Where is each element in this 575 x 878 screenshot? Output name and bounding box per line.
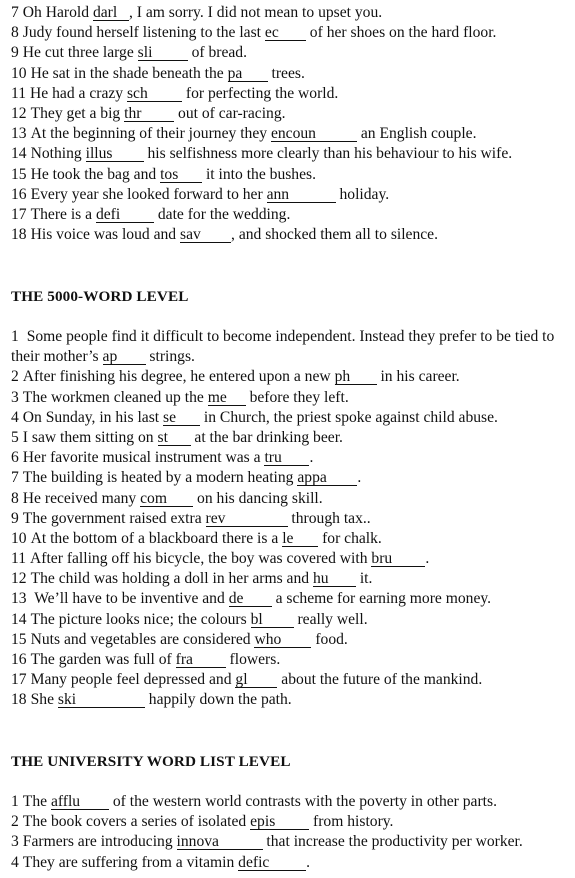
item-number: 16 bbox=[11, 651, 27, 669]
fill-in-blank[interactable]: sli bbox=[138, 45, 188, 61]
section-heading-5000: THE 5000-WORD LEVEL bbox=[11, 288, 189, 305]
item-number: 6 bbox=[11, 449, 19, 467]
item-number: 14 bbox=[11, 610, 27, 628]
exercise-item bbox=[11, 650, 571, 670]
item-number: 11 bbox=[11, 84, 27, 102]
item-text-after: . bbox=[425, 550, 430, 568]
item-number: 18 bbox=[11, 226, 27, 244]
exercise-item bbox=[11, 448, 571, 468]
item-text-before: They get a big bbox=[30, 104, 125, 122]
item-number: 16 bbox=[11, 185, 27, 203]
item-text-before: We’ll have to be inventive and bbox=[30, 590, 229, 608]
item-text-before: They are suffering from a vitamin bbox=[22, 853, 239, 871]
item-text-before: On Sunday, in his last bbox=[22, 408, 163, 426]
item-text-before: Oh Harold bbox=[22, 4, 93, 21]
item-text-after: . bbox=[357, 469, 362, 487]
exercise-item bbox=[11, 367, 571, 387]
item-number: 9 bbox=[11, 509, 19, 527]
item-number: 11 bbox=[11, 550, 27, 568]
fill-in-blank[interactable]: hu bbox=[313, 571, 356, 587]
item-text-after: holiday. bbox=[335, 185, 390, 203]
fill-in-blank[interactable]: tru bbox=[264, 450, 309, 466]
fill-in-blank[interactable]: me bbox=[208, 390, 246, 406]
fill-in-blank[interactable]: appa bbox=[297, 470, 357, 486]
fill-in-blank[interactable]: st bbox=[158, 430, 191, 446]
fill-in-blank[interactable]: se bbox=[163, 410, 200, 426]
item-number: 10 bbox=[11, 529, 27, 547]
item-text-before: He took the bag and bbox=[30, 165, 161, 183]
item-text-before: Judy found herself listening to the last bbox=[22, 24, 265, 42]
item-text-after: on his dancing skill. bbox=[193, 489, 323, 507]
fill-in-blank[interactable]: ann bbox=[267, 187, 336, 203]
fill-in-blank[interactable]: tos bbox=[160, 167, 202, 183]
exercise-item bbox=[11, 388, 571, 408]
item-text-before: Her favorite musical instrument was a bbox=[22, 449, 265, 467]
exercise-item bbox=[11, 610, 571, 630]
item-text-after: , I am sorry. I did not mean to upset you. bbox=[128, 4, 383, 21]
exercise-item bbox=[11, 185, 571, 205]
vocabulary-section-5000 bbox=[11, 327, 571, 711]
fill-in-blank[interactable]: who bbox=[254, 632, 311, 648]
exercise-item bbox=[11, 468, 571, 488]
item-text-before: The bbox=[22, 793, 51, 810]
exercise-item bbox=[11, 144, 571, 164]
item-number: 1 bbox=[11, 793, 19, 810]
exercise-item bbox=[11, 428, 571, 448]
fill-in-blank[interactable]: illus bbox=[86, 146, 144, 162]
item-text-after: in his career. bbox=[376, 368, 460, 386]
item-number: 8 bbox=[11, 489, 19, 507]
fill-in-blank[interactable]: sch bbox=[127, 86, 182, 102]
vocabulary-section-continued bbox=[11, 3, 571, 245]
exercise-item bbox=[11, 165, 571, 185]
exercise-item bbox=[11, 124, 571, 144]
item-text-before: Many people feel depressed and bbox=[30, 671, 236, 689]
item-text-after: happily down the path. bbox=[144, 691, 292, 709]
item-text-after: really well. bbox=[293, 610, 368, 628]
exercise-item bbox=[11, 832, 571, 852]
exercise-item bbox=[11, 3, 571, 23]
item-text-after: it. bbox=[355, 570, 373, 588]
fill-in-blank[interactable]: rev bbox=[206, 511, 288, 527]
item-text-before: I saw them sitting on bbox=[22, 428, 158, 446]
item-text-after: for chalk. bbox=[318, 529, 382, 547]
item-text-after: it into the bushes. bbox=[202, 165, 316, 183]
exercise-item bbox=[11, 327, 571, 367]
item-text-before: Nothing bbox=[30, 145, 86, 163]
item-number: 1 bbox=[11, 328, 19, 345]
item-number: 18 bbox=[11, 691, 27, 709]
fill-in-blank[interactable]: de bbox=[229, 591, 272, 607]
item-text-before: Farmers are introducing bbox=[22, 833, 177, 851]
fill-in-blank[interactable]: ph bbox=[335, 369, 377, 385]
item-number: 2 bbox=[11, 813, 19, 831]
item-text-after: for perfecting the world. bbox=[181, 84, 339, 102]
fill-in-blank[interactable]: sav bbox=[180, 227, 231, 243]
item-text-after: of her shoes on the hard floor. bbox=[305, 24, 497, 42]
fill-in-blank[interactable]: com bbox=[140, 491, 193, 507]
fill-in-blank[interactable]: afflu bbox=[51, 794, 109, 810]
section-heading-uwl: THE UNIVERSITY WORD LIST LEVEL bbox=[11, 753, 291, 770]
exercise-item bbox=[11, 690, 571, 710]
item-text-before: Some people find it difficult to become independent. Instead they prefer to be tied to their mother’s bbox=[11, 328, 559, 366]
item-text-after: an English couple. bbox=[356, 125, 477, 143]
exercise-item bbox=[11, 64, 571, 84]
item-text-before: He sat in the shade beneath the bbox=[30, 64, 228, 82]
item-number: 17 bbox=[11, 671, 27, 689]
item-text-after: flowers. bbox=[225, 651, 281, 669]
item-text-before: The garden was full of bbox=[30, 651, 176, 669]
item-text-before: At the bottom of a blackboard there is a bbox=[30, 529, 283, 547]
item-number: 9 bbox=[11, 44, 19, 62]
item-text-before: The workmen cleaned up the bbox=[22, 388, 208, 406]
item-number: 4 bbox=[11, 853, 19, 871]
exercise-item bbox=[11, 529, 571, 549]
fill-in-blank[interactable]: bru bbox=[371, 551, 425, 567]
item-text-before: After falling off his bicycle, the boy was covered with bbox=[30, 550, 372, 568]
fill-in-blank[interactable]: fra bbox=[176, 652, 226, 668]
item-number: 13 bbox=[11, 125, 27, 143]
item-text-after: trees. bbox=[267, 64, 305, 82]
item-text-after: through tax.. bbox=[287, 509, 371, 527]
exercise-item bbox=[11, 630, 571, 650]
item-text-after: in Church, the priest spoke against child abuse. bbox=[200, 408, 498, 426]
exercise-item bbox=[11, 549, 571, 569]
item-text-before: The picture looks nice; the colours bbox=[30, 610, 251, 628]
item-number: 14 bbox=[11, 145, 27, 163]
item-text-before: The book covers a series of isolated bbox=[22, 813, 251, 831]
item-text-before: His voice was loud and bbox=[30, 226, 181, 244]
exercise-item bbox=[11, 104, 571, 124]
exercise-item bbox=[11, 589, 571, 609]
item-number: 17 bbox=[11, 205, 27, 223]
exercise-item bbox=[11, 205, 571, 225]
item-text-after: at the bar drinking beer. bbox=[190, 428, 343, 446]
item-text-after: from history. bbox=[309, 813, 394, 831]
exercise-item bbox=[11, 812, 571, 832]
item-number: 4 bbox=[11, 408, 19, 426]
item-number: 5 bbox=[11, 428, 19, 446]
item-text-before: Every year she looked forward to her bbox=[30, 185, 267, 203]
item-number: 15 bbox=[11, 165, 27, 183]
item-number: 7 bbox=[11, 4, 19, 21]
item-text-before: The government raised extra bbox=[22, 509, 206, 527]
item-text-after: . bbox=[306, 853, 311, 871]
item-number: 3 bbox=[11, 833, 19, 851]
item-text-after: date for the wedding. bbox=[153, 205, 291, 223]
item-number: 2 bbox=[11, 368, 19, 386]
exercise-item bbox=[11, 225, 571, 245]
item-number: 7 bbox=[11, 469, 19, 487]
fill-in-blank[interactable]: defi bbox=[96, 207, 154, 223]
exercise-item bbox=[11, 84, 571, 104]
item-text-after: before they left. bbox=[245, 388, 349, 406]
item-text-before: At the beginning of their journey they bbox=[30, 125, 271, 143]
fill-in-blank[interactable]: epis bbox=[250, 814, 309, 830]
exercise-item bbox=[11, 489, 571, 509]
fill-in-blank[interactable]: thr bbox=[124, 106, 174, 122]
item-number: 13 bbox=[11, 590, 27, 608]
item-text-after: about the future of the mankind. bbox=[277, 671, 483, 689]
fill-in-blank[interactable]: bl bbox=[251, 612, 294, 628]
fill-in-blank[interactable]: le bbox=[282, 531, 318, 547]
fill-in-blank[interactable]: darl bbox=[93, 5, 129, 21]
fill-in-blank[interactable]: defic bbox=[238, 855, 306, 871]
item-number: 8 bbox=[11, 24, 19, 42]
item-number: 12 bbox=[11, 570, 27, 588]
item-number: 10 bbox=[11, 64, 27, 82]
item-text-before: There is a bbox=[30, 205, 96, 223]
item-text-after: . bbox=[309, 449, 314, 467]
fill-in-blank[interactable]: ski bbox=[58, 692, 145, 708]
fill-in-blank[interactable]: pa bbox=[228, 66, 268, 82]
item-text-before: She bbox=[30, 691, 58, 709]
exercise-item bbox=[11, 670, 571, 690]
fill-in-blank[interactable]: encoun bbox=[271, 126, 357, 142]
item-text-before: The child was holding a doll in her arms and bbox=[30, 570, 313, 588]
fill-in-blank[interactable]: ap bbox=[103, 349, 146, 365]
item-text-after: strings. bbox=[145, 348, 195, 366]
exercise-item bbox=[11, 408, 571, 428]
fill-in-blank[interactable]: innova bbox=[177, 834, 263, 850]
item-number: 3 bbox=[11, 388, 19, 406]
item-text-before: Nuts and vegetables are considered bbox=[30, 630, 255, 648]
exercise-item bbox=[11, 509, 571, 529]
exercise-item bbox=[11, 569, 571, 589]
item-text-before: After finishing his degree, he entered upon a new bbox=[22, 368, 335, 386]
item-text-after: , and shocked them all to silence. bbox=[231, 226, 439, 244]
item-text-before: The building is heated by a modern heating bbox=[22, 469, 298, 487]
fill-in-blank[interactable]: gl bbox=[235, 672, 277, 688]
item-text-before: He had a crazy bbox=[30, 84, 127, 102]
item-text-after: a scheme for earning more money. bbox=[271, 590, 492, 608]
exercise-item bbox=[11, 43, 571, 63]
item-text-after: that increase the productivity per worker. bbox=[262, 833, 523, 851]
exercise-item bbox=[11, 792, 571, 812]
item-text-after: his selfishness more clearly than his behaviour to his wife. bbox=[143, 145, 513, 163]
item-text-before: He cut three large bbox=[22, 44, 138, 62]
item-text-after: of bread. bbox=[187, 44, 247, 62]
item-number: 15 bbox=[11, 630, 27, 648]
vocabulary-section-uwl bbox=[11, 792, 571, 873]
item-number: 12 bbox=[11, 104, 27, 122]
item-text-after: of the western world contrasts with the poverty in other parts. bbox=[108, 793, 497, 810]
item-text-after: out of car-racing. bbox=[174, 104, 286, 122]
exercise-item bbox=[11, 853, 571, 873]
exercise-item bbox=[11, 23, 571, 43]
item-text-before: He received many bbox=[22, 489, 141, 507]
fill-in-blank[interactable]: ec bbox=[265, 25, 306, 41]
item-text-after: food. bbox=[311, 630, 348, 648]
